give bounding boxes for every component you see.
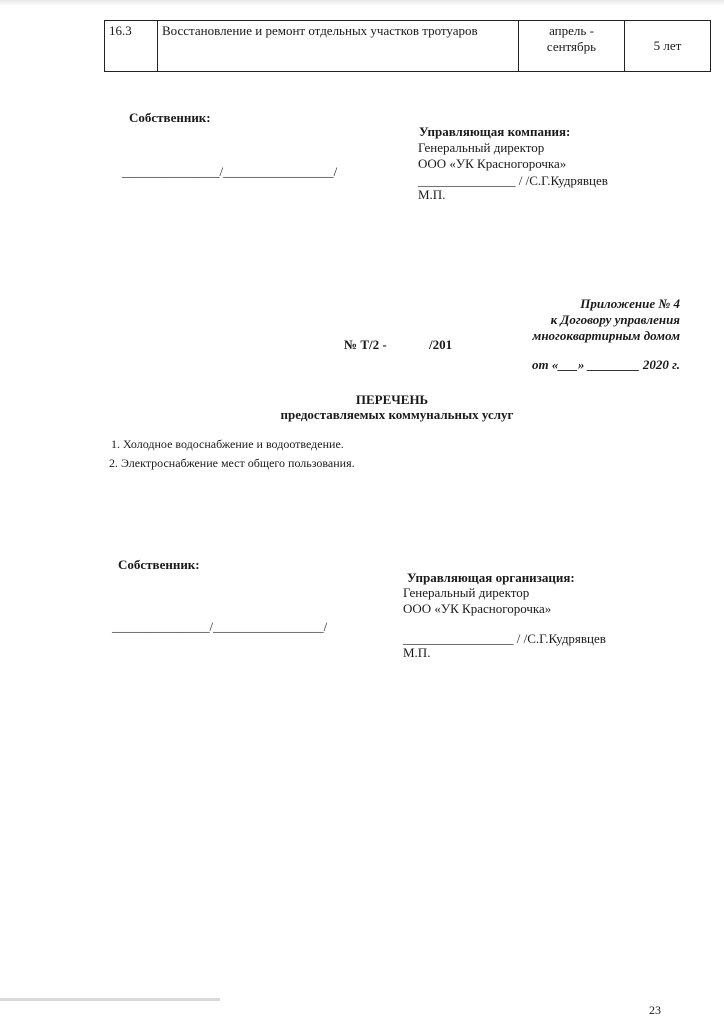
row-period [519,21,625,72]
director-title-top: Генеральный директор [418,140,545,155]
table-row [105,21,711,72]
contract-number: № Т/2 - [344,337,387,352]
list-title: ПЕРЕЧЕНЬ [355,392,429,407]
list-subtitle: предоставляемых коммунальных услуг [280,407,514,422]
row-number: 16.3 [105,21,158,72]
company-name-top: ООО «УК Красногорочка» [418,156,567,171]
scan-edge-top [0,0,724,6]
director-sign-bottom: _________________ / /С.Г.Кудрявцев [403,631,606,646]
appendix-line-1: Приложение № 4 [580,296,680,311]
works-table [104,20,711,72]
company-name-bottom: ООО «УК Красногорочка» [403,601,552,616]
owner-sign-line-bottom: _______________/_________________/ [112,619,328,634]
scan-edge-bottom [0,998,220,1001]
mp-top: М.П. [418,187,446,202]
period-line-2: сентябрь [546,39,597,54]
director-sign-top: _______________ / /С.Г.Кудрявцев [418,173,608,188]
row-frequency: 5 лет [625,21,711,72]
contract-year: /201 [429,337,453,352]
service-item-1: 1. Холодное водоснабжение и водоотведение. [111,437,344,451]
row-work: Восстановление и ремонт отдельных участков тротуаров [158,21,519,72]
appendix-line-2: к Договору управления [550,312,680,327]
appendix-line-3: многоквартирным домом [532,328,680,343]
owner-sign-line-top: _______________/_________________/ [122,164,338,179]
company-label-bottom: Управляющая организация: [407,570,575,585]
appendix-date: от «___» ________ 2020 г. [532,357,680,372]
period-line-1: апрель - [549,23,594,38]
owner-label-top: Собственник: [129,110,211,125]
mp-bottom: М.П. [403,645,431,660]
page-number: 23 [649,1003,661,1017]
director-title-bottom: Генеральный директор [403,585,530,600]
company-label-top: Управляющая компания: [419,124,571,139]
service-item-2: 2. Электроснабжение мест общего пользования. [109,456,355,470]
owner-label-bottom: Собственник: [118,557,200,572]
